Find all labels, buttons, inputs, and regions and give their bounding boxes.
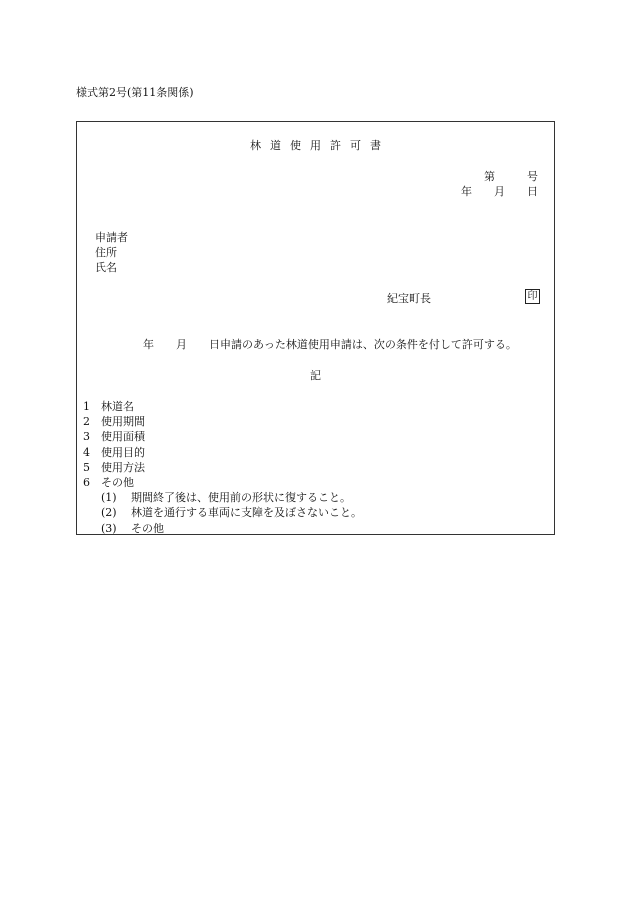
permit-number-line	[484, 170, 538, 184]
issuer-name: 紀宝町長	[387, 292, 431, 305]
seal-text: 印	[527, 291, 538, 302]
list-item: 5 使用方法	[83, 460, 145, 474]
list-item: 4 使用目的	[83, 445, 145, 459]
ki-heading: 記	[310, 369, 321, 382]
list-item: 1 林道名	[83, 400, 134, 413]
number-suffix: 号	[527, 170, 538, 183]
name-label: 氏名	[95, 261, 117, 274]
form-number: 様式第2号(第11条関係)	[76, 86, 194, 99]
list-item: 2 使用期間	[83, 415, 145, 429]
sub-list-item: (3) その他	[101, 521, 164, 535]
permit-document	[76, 121, 555, 535]
statement-year: 年	[143, 338, 154, 351]
sub-list-item: (1) 期間終了後は、使用前の形状に復すること。	[101, 491, 351, 505]
statement-month: 月	[176, 338, 187, 351]
sub-list-item: (2) 林道を通行する車両に支障を及ぼさないこと。	[101, 506, 362, 520]
address-label: 住所	[95, 246, 117, 259]
list-item: 6 その他	[83, 475, 134, 489]
list-item: 3 使用面積	[83, 430, 145, 444]
applicant-label: 申請者	[95, 231, 128, 244]
date-day: 日	[527, 185, 538, 198]
statement-text: 日申請のあった林道使用申請は、次の条件を付して許可する。	[209, 338, 517, 351]
seal-mark	[525, 289, 540, 304]
permit-statement	[143, 338, 517, 352]
applicant-block	[95, 230, 128, 275]
conditions-list	[83, 399, 362, 536]
issue-date-line	[461, 185, 538, 199]
date-year: 年	[461, 185, 472, 198]
document-title: 林道使用許可書	[250, 139, 390, 152]
date-month: 月	[494, 185, 505, 198]
number-prefix: 第	[484, 170, 495, 183]
